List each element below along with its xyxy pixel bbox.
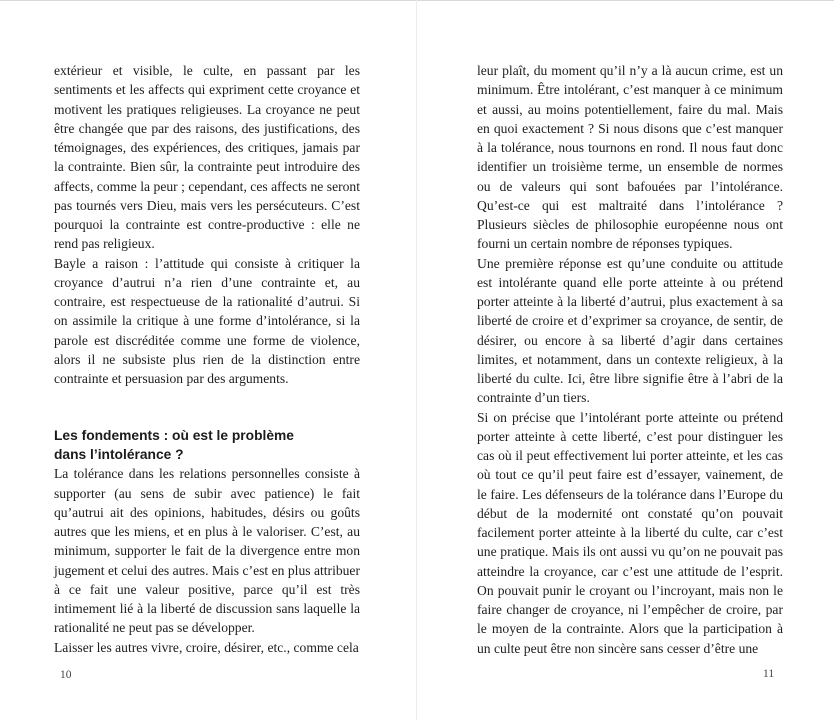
paragraph: La tolérance dans les relations personnelles consiste à supporter (au sens de subir avec patience) le fait qu’autrui ait des opinions, habitudes, désirs ou goûts autres que les miens, et en plus à le valoriser. C’est, au minimum, supporter le fait de la divergence entre mon jugement et celui des autres. Mais c’est en plus attribuer à ce fait une valeur positive, parce qu’il est très intimement lié à la liberté de discussion sans laquelle la rationalité ne peut pas se développer. [54,466,360,636]
left-text-column [54,61,360,657]
right-page [417,0,834,721]
paragraph: Si on précise que l’intolérant porte atteinte ou prétend porter atteinte à cette liberté, c’est pour distinguer les cas où il peut effectivement lui porter atteinte, et les cas où tout ce qu’il peut faire est d’essayer, vainement, de le faire. Les défenseurs de la tolérance dans l’Europe du début de la modernité ont constaté qu’on pouvait facilement porter atteinte à la liberté du culte, car c’est une pratique. Mais ils ont aussi vu qu’on ne pouvait pas atteindre la croyance, car c’est une attitude de l’esprit. On pouvait punir le croyant ou l’incroyant, mais non le faire changer de croyance, ni l’empêcher de croire, par le moyen de la contrainte. Alors que la participation à un culte peut être non sincère sans cesser d’être une [477,409,783,656]
page-number: 10 [60,669,72,681]
paragraph: Bayle a raison : l’attitude qui consiste à critiquer la croyance d’autrui n’a rien d’une contrainte et, au contraire, est respectueuse de la rationalité d’autrui. Si on assimile la critique à une forme d’intolérance, si la parole est discréditée comme une forme de violence, alors il ne subsiste plus rien de la distinction entre contrainte et persuasion par des arguments. [54,255,360,386]
section-heading-line: Les fondements : où est le problème [54,428,294,444]
paragraph: leur plaît, du moment qu’il n’y a là aucun crime, est un minimum. Être intolérant, c’est manquer à ce minimum et aussi, au moins potentiellement, faire du mal. Mais en quoi exactement ? Si nous disons que c’est manquer à la tolérance, nous tournons en rond. Il nous faut donc identifier un troisième terme, un ensemble de normes ou de valeurs qui sont bafouées par l’intolérance. Qu’est-ce qui est maltraité dans l’intolérance ? Plusieurs siècles de philosophie européenne nous ont fourni un certain nombre de réponses typiques. [477,63,783,252]
paragraph: Laisser les autres vivre, croire, désirer, etc., comme cela [54,639,359,655]
section-heading [54,426,360,464]
section-heading-line: dans l’intolérance ? [54,447,184,463]
paragraph: Une première réponse est qu’une conduite ou attitude est intolérante quand elle porte atteinte à ou prétend porter atteinte à la liberté d’autrui, plus exactement à sa liberté de croire et d’exprimer sa croyance, de sentir, de désirer, ou encore à sa liberté d’agir dans certaines limites, et notamment, dans un contexte religieux, à la liberté du culte. Ici, être libre signifie être à l’abri de la contrainte d’un tiers. [477,255,783,406]
paragraph: extérieur et visible, le culte, en passant par les sentiments et les affects qui expriment cette croyance et motivent les pratiques religieuses. La croyance ne peut être changée que par des raisons, des justifications, des témoignages, des expériences, des critiques, jamais par la contrainte. Bien sûr, la contrainte peut introduire des affects, comme la peur ; cependant, ces affects ne seront pas tournés vers Dieu, mais vers les persécuteurs. C’est pourquoi la contrainte est contre-productive : elle ne rend pas religieux. [54,63,360,252]
page-number: 11 [763,668,775,680]
right-text-column [477,61,783,658]
